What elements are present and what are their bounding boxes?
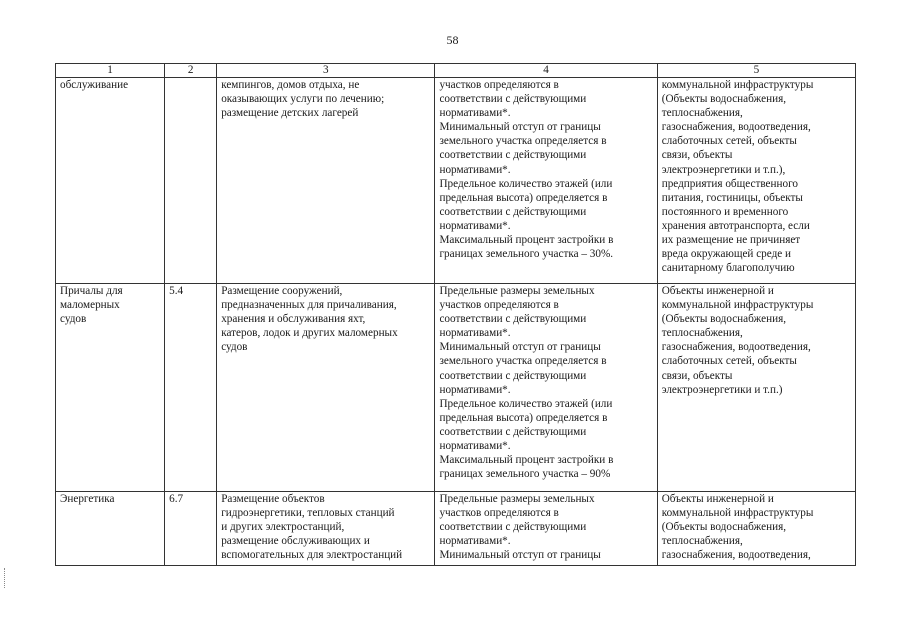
use-code-cell xyxy=(165,78,217,284)
table-header-row xyxy=(56,64,856,78)
table-row xyxy=(56,78,856,284)
auxiliary-objects-cell: Объекты инженерной и коммунальной инфраструктуры (Объекты водоснабжения, теплоснабжения, газоснабжения, водоотведения, слаботочных сетей, объекты связи, объекты электроэнергетики и т.п.) xyxy=(657,284,855,492)
table-row xyxy=(56,492,856,566)
column-header-4: 4 xyxy=(435,64,657,78)
table-row xyxy=(56,284,856,492)
column-header-2: 2 xyxy=(165,64,217,78)
use-name-cell: обслуживание xyxy=(56,78,165,284)
auxiliary-objects-cell: коммунальной инфраструктуры (Объекты водоснабжения, теплоснабжения, газоснабжения, водоотведения, слаботочных сетей, объекты связи, объекты электроэнергетики и т.п.), предприятия общественного питания, гостиницы, объекты постоянного и временного хранения автотранспорта, если их размещение не причиняет вреда окружающей среде и санитарному благополучию xyxy=(657,78,855,284)
use-description-cell: кемпингов, домов отдыха, не оказывающих услуги по лечению; размещение детских лагерей xyxy=(217,78,435,284)
scan-margin-mark xyxy=(4,568,7,588)
column-header-5: 5 xyxy=(657,64,855,78)
use-description-cell: Размещение сооружений, предназначенных для причаливания, хранения и обслуживания яхт, катеров, лодок и других маломерных судов xyxy=(217,284,435,492)
use-name-cell: Энергетика xyxy=(56,492,165,566)
page-number: 58 xyxy=(446,33,459,47)
parameters-cell: участков определяются в соответствии с действующими нормативами*. Минимальный отступ от границы земельного участка определяется в соответствии с действующими нормативами*. Предельное количество этажей (или предельная высота) определяется в соответствии с действующими нормативами*. Максимальный процент застройки в границах земельного участка – 30%. xyxy=(435,78,657,284)
use-code-cell: 5.4 xyxy=(165,284,217,492)
use-code-cell: 6.7 xyxy=(165,492,217,566)
column-header-3: 3 xyxy=(217,64,435,78)
use-name-cell: Причалы для маломерных судов xyxy=(56,284,165,492)
parameters-cell: Предельные размеры земельных участков определяются в соответствии с действующими нормативами*. Минимальный отступ от границы земельного участка определяется в соответствии с действующими нормативами*. Предельное количество этажей (или предельная высота) определяется в соответствии с действующими нормативами*. Максимальный процент застройки в границах земельного участка – 90% xyxy=(435,284,657,492)
use-description-cell: Размещение объектов гидроэнергетики, тепловых станций и других электростанций, размещение обслуживающих и вспомогательных для электростанций xyxy=(217,492,435,566)
zoning-table xyxy=(55,63,856,566)
column-header-1: 1 xyxy=(56,64,165,78)
auxiliary-objects-cell: Объекты инженерной и коммунальной инфраструктуры (Объекты водоснабжения, теплоснабжения, газоснабжения, водоотведения, xyxy=(657,492,855,566)
parameters-cell: Предельные размеры земельных участков определяются в соответствии с действующими нормативами*. Минимальный отступ от границы xyxy=(435,492,657,566)
